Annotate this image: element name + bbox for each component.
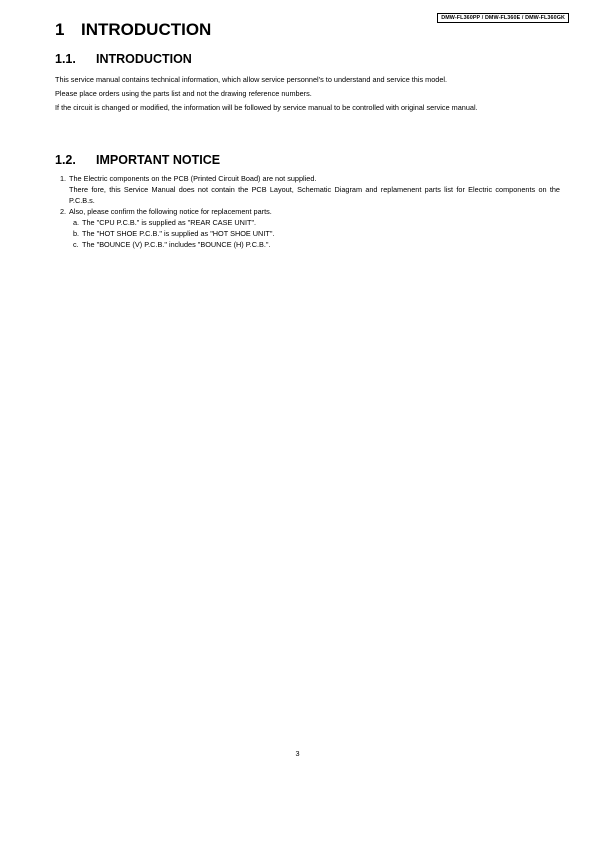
notice-list (60, 173, 560, 250)
section-number: 1.2. (55, 153, 76, 167)
intro-paragraph-3: If the circuit is changed or modified, the information will be followed by service manual to be controlled with original service manual. (55, 103, 478, 112)
sub-list-item (60, 239, 560, 250)
sub-list-item (60, 228, 560, 239)
chapter-title: INTRODUCTION (81, 20, 212, 39)
sub-list-item-text: The "BOUNCE (V) P.C.B." includes "BOUNCE (H) P.C.B.". (82, 240, 271, 249)
sub-list-marker: c. (73, 240, 79, 249)
sub-list-item-text: The "HOT SHOE P.C.B." is supplied as "HOT SHOE UNIT". (82, 229, 275, 238)
list-marker: 1. (60, 174, 67, 183)
section-title: IMPORTANT NOTICE (96, 153, 221, 167)
section-number: 1.1. (55, 52, 76, 66)
sub-list-item-text: The "CPU P.C.B." is supplied as "REAR CASE UNIT". (82, 218, 257, 227)
sub-list-item (60, 217, 560, 228)
model-number-label: DMW-FL360PP / DMW-FL360E / DMW-FL360GK (437, 13, 569, 23)
section-heading-introduction (55, 52, 192, 66)
page-number: 3 (295, 749, 300, 758)
section-heading-important-notice (55, 153, 220, 167)
list-marker: 2. (60, 207, 67, 216)
list-item-text: The Electric components on the PCB (Printed Circuit Boad) are not supplied. (69, 174, 317, 183)
chapter-number: 1 (55, 20, 65, 39)
list-item-continuation: There fore, this Service Manual does not contain the PCB Layout, Schematic Diagram and replamenent parts list for Electric components on the P.C.B.s. (69, 185, 560, 205)
chapter-heading (55, 20, 211, 40)
list-item-text: Also, please confirm the following notice for replacement parts. (69, 207, 272, 216)
intro-paragraph-2: Please place orders using the parts list and not the drawing reference numbers. (55, 89, 312, 98)
section-title: INTRODUCTION (96, 52, 192, 66)
list-item (60, 206, 560, 217)
intro-paragraph-1: This service manual contains technical information, which allow service personnel’s to understand and service this model. (55, 75, 448, 84)
sub-list-marker: b. (73, 229, 80, 238)
sub-list-marker: a. (73, 218, 80, 227)
list-item (60, 173, 560, 184)
